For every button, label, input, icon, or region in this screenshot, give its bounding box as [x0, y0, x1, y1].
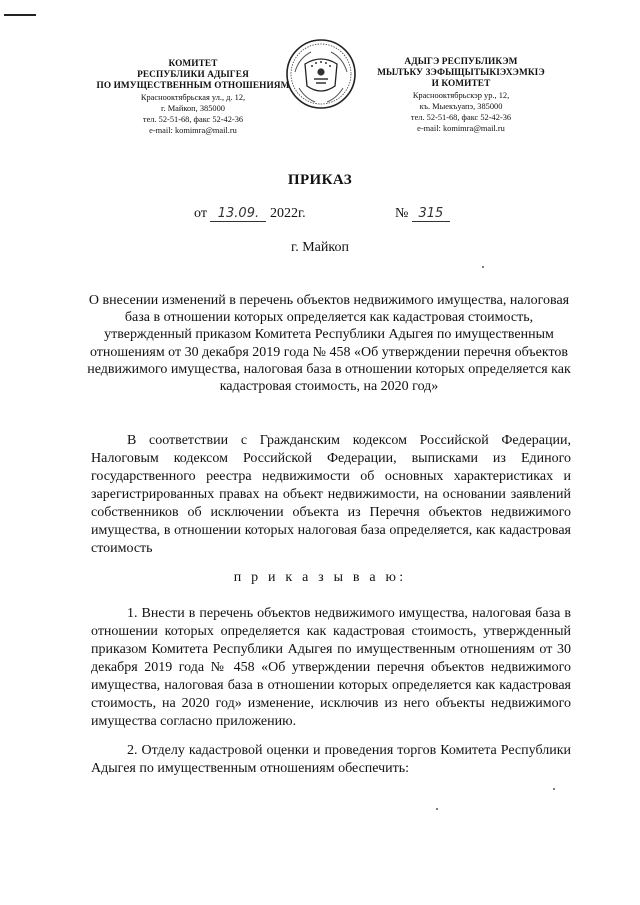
- corner-scan-mark: [4, 14, 36, 16]
- order-verb: п р и к а з ы в а ю:: [233, 570, 407, 585]
- scan-speck: [553, 788, 555, 790]
- org-name-line: И КОМИТЕТ: [431, 79, 491, 89]
- handwritten-date: 13.09.: [210, 206, 266, 222]
- org-address-line: Краснооктябрьскэр ур., 12,: [412, 91, 510, 100]
- org-phone-line: тел. 52-51-68, факс 52-42-36: [410, 113, 512, 122]
- handwritten-number: 315: [412, 206, 450, 222]
- issue-city: г. Майкоп: [291, 240, 349, 255]
- org-email-line: e-mail: komimra@mail.ru: [417, 124, 505, 133]
- order-subject: О внесении изменений в перечень объектов недвижимого имущества, налоговая база в отношении которых определяется как кадастровая стоимость, утвержденный приказом Комитета Республики Адыгея по имущественным отношениям от 30 декабря 2019 года № 458 «Об утверждении перечня объектов недвижимого имущества, налоговая база в отношении которых определяется как кадастровая стоимость, на 2020 год»: [87, 293, 571, 395]
- order-date: [194, 206, 306, 222]
- preamble-paragraph: В соответствии с Гражданским кодексом Российской Федерации, Налоговым кодексом Российской Федерации, выписками из Единого государственного реестра недвижимости об основных характеристиках и зарегистрированных правах на объект недвижимости, на основании заявлений собственников об исключении объекта из Перечня объектов недвижимого имущества, в отношении которых налоговая база определяется, как кадастровая стоимость: [91, 433, 571, 556]
- order-item-2: 2. Отделу кадастровой оценки и проведения торгов Комитета Республики Адыгея по имущественным отношениям обеспечить:: [91, 743, 571, 776]
- org-phone-line: тел. 52-51-68, факс 52-42-36: [142, 115, 244, 124]
- org-name-line: КОМИТЕТ: [168, 59, 218, 69]
- org-address-line: Краснооктябрьская ул., д. 12,: [140, 93, 246, 102]
- org-address-line: г. Майкоп, 385000: [161, 104, 225, 113]
- scan-speck: [436, 808, 438, 810]
- committee-header-russian: [78, 59, 308, 136]
- org-name-line: РЕСПУБЛИКИ АДЫГЕЯ: [137, 70, 249, 80]
- org-address-line: къ. Мыекъуапэ, 385000: [419, 102, 503, 111]
- document-title: ПРИКАЗ: [287, 172, 353, 188]
- committee-header-adyghe: [342, 57, 580, 134]
- order-number: [395, 206, 450, 222]
- number-prefix: №: [395, 206, 409, 221]
- order-item-1: 1. Внести в перечень объектов недвижимого имущества, налоговая база в отношении которых определяется как кадастровая стоимость, утвержденный приказом Комитета Республики Адыгея по имущественным отношениям от 30 декабря 2019 года № 458 «Об утверждении перечня объектов недвижимого имущества, налоговая база в отношении которых определяется как кадастровая стоимость, на 2020 год» изменение, исключив из него объекты недвижимого имущества согласно приложению.: [91, 606, 571, 729]
- date-year: 2022г.: [269, 206, 306, 221]
- org-name-line: МЫЛЪКУ ЗЭФЫЩЫТЫКIЭХЭМКIЭ: [377, 68, 545, 78]
- org-name-line: ПО ИМУЩЕСТВЕННЫМ ОТНОШЕНИЯМ: [96, 81, 290, 91]
- scan-speck: [482, 266, 484, 268]
- org-name-line: АДЫГЭ РЕСПУБЛИКЭМ: [404, 57, 518, 67]
- org-email-line: e-mail: komimra@mail.ru: [149, 126, 237, 135]
- date-prefix: от: [194, 206, 207, 221]
